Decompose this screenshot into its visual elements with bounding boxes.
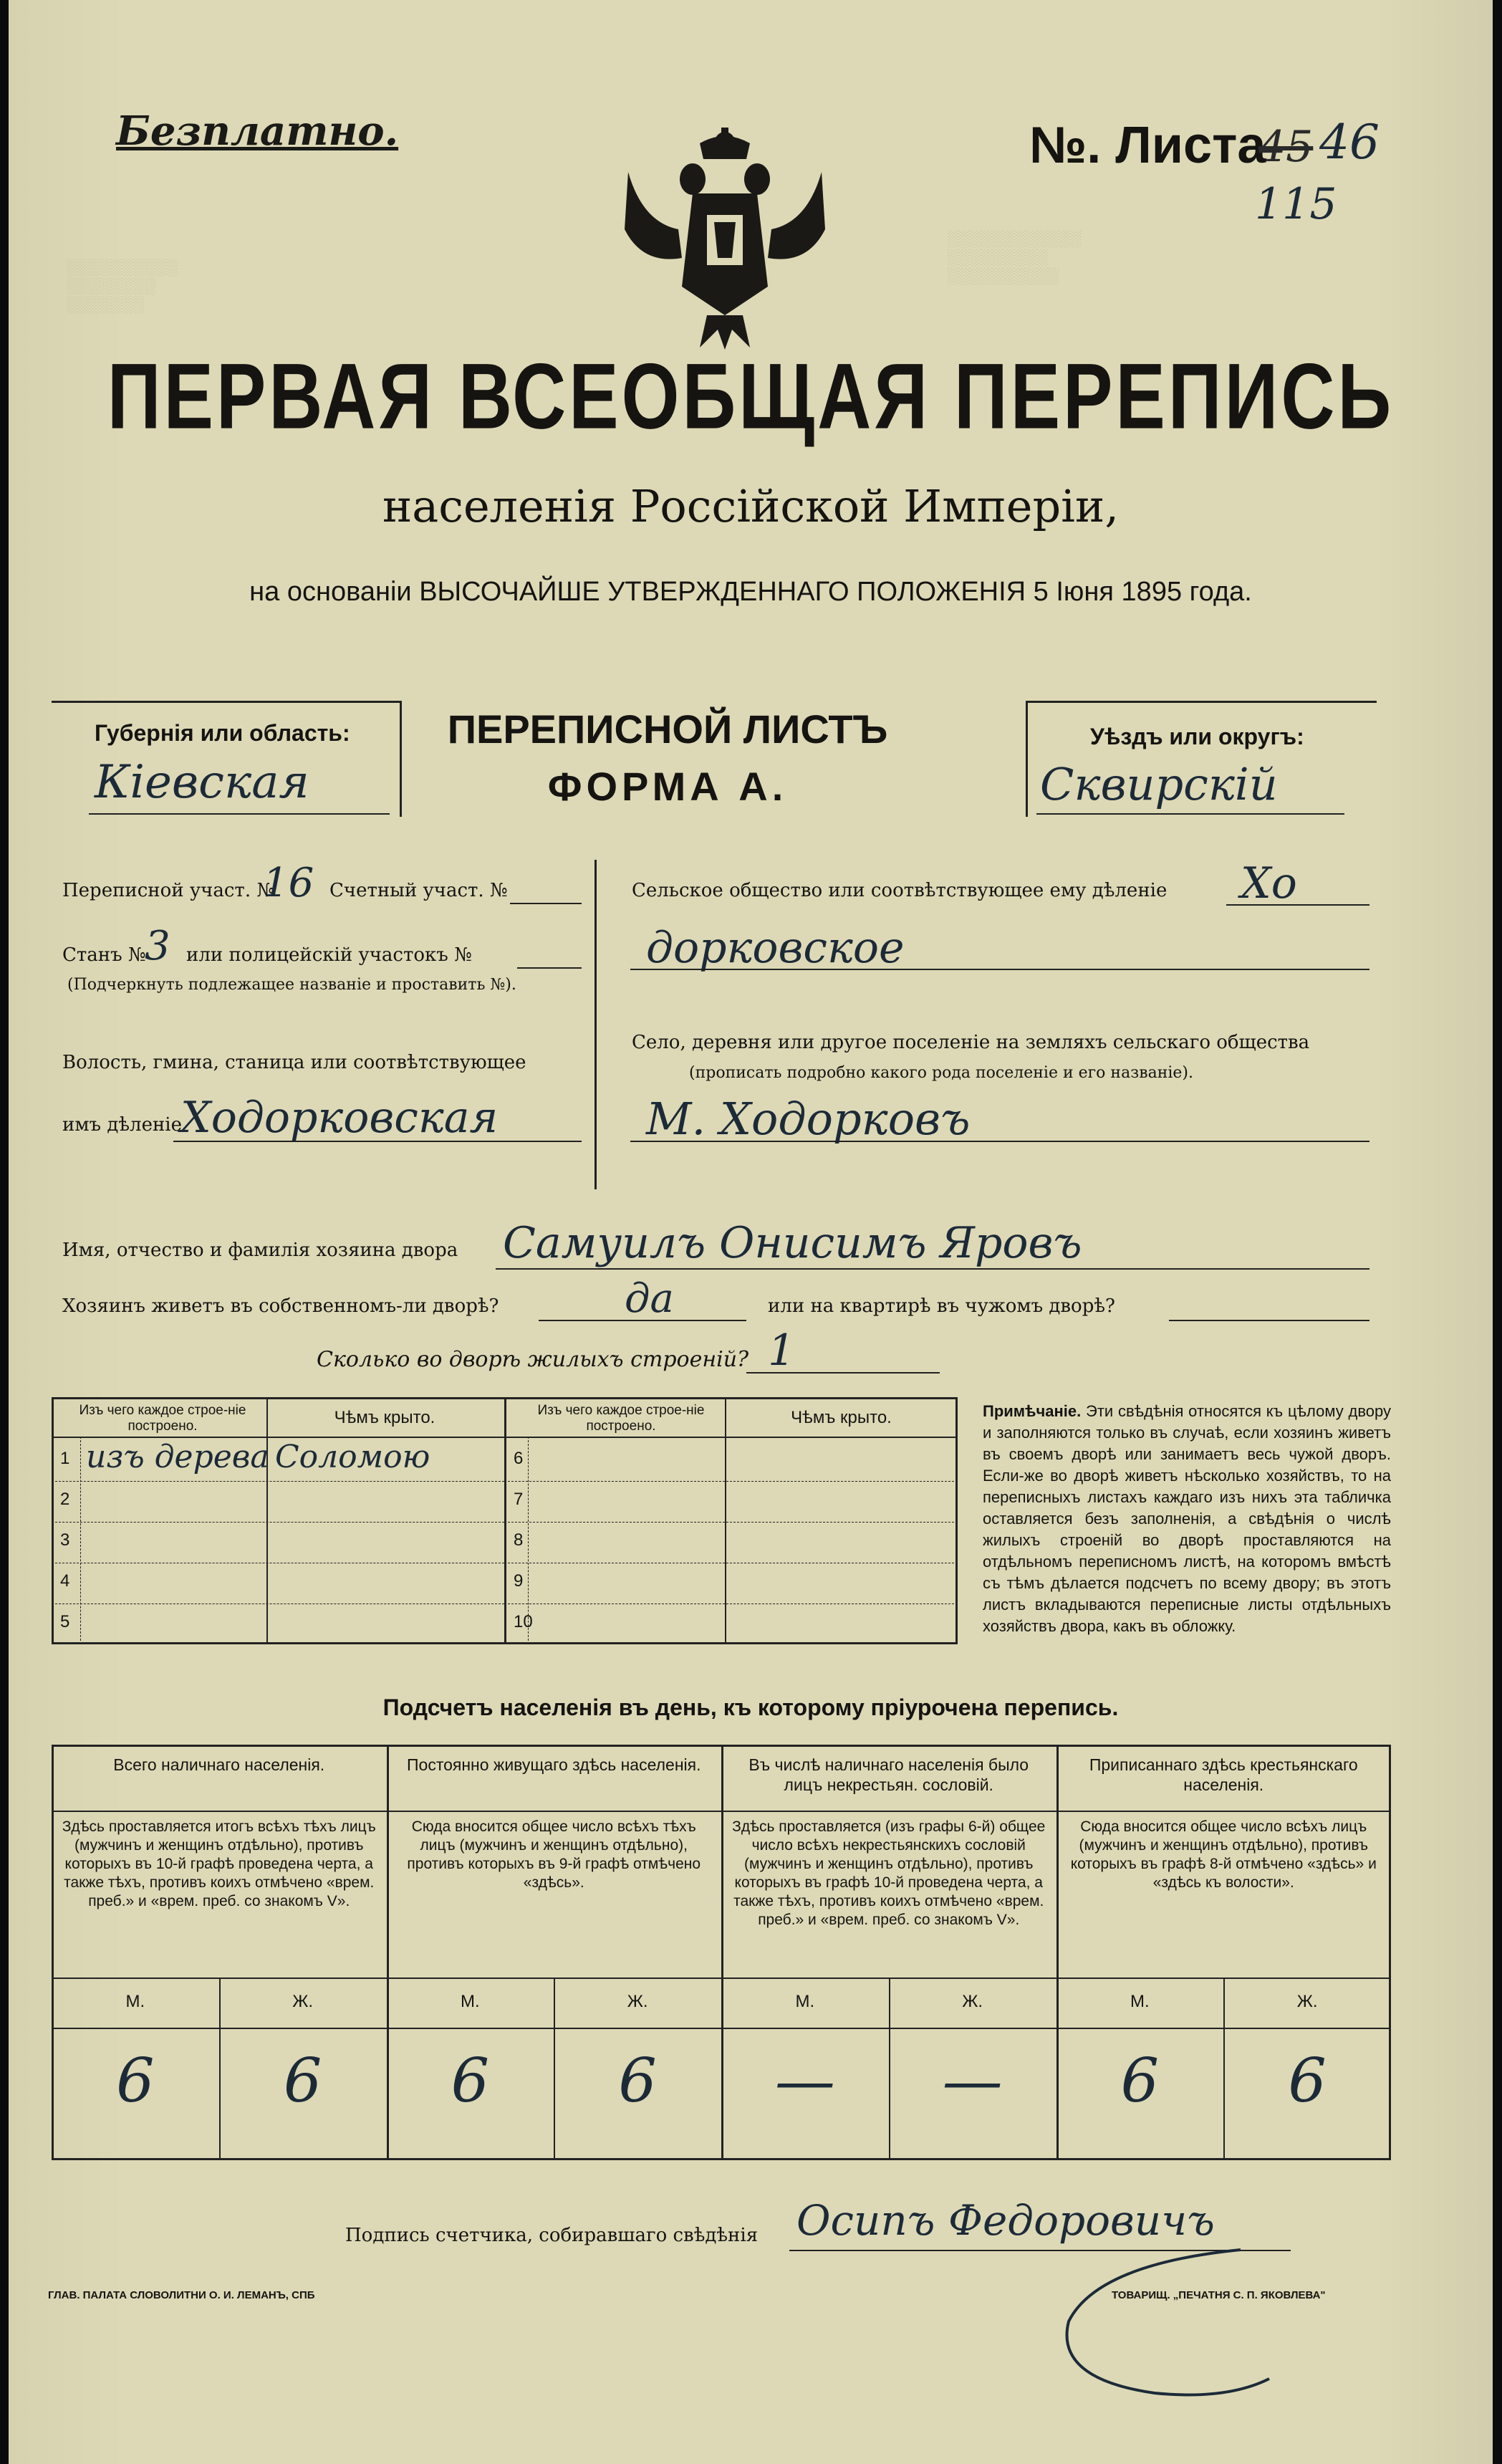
signature-label: Подпись счетчика, собиравшаго свѣдѣнія: [345, 2225, 759, 2246]
province-label: Губернія или область:: [95, 720, 350, 746]
population-female-value: 6: [283, 2046, 322, 2116]
printer-right: ТОВАРИЩ. „ПЕЧАТНЯ С. П. ЯКОВЛЕВА": [1112, 2289, 1326, 2301]
division-underline: [173, 1141, 582, 1142]
district-value: Сквирскій: [1040, 758, 1278, 810]
stan-label: Станъ №: [62, 944, 146, 966]
signature-value: Осипъ Федоровичъ: [796, 2196, 1215, 2245]
division-label: имъ дѣленіе: [62, 1114, 182, 1136]
village-hint: (прописать подробно какого рода поселеніе и его названіе).: [689, 1064, 1193, 1082]
buildings-col-line-right: [725, 1397, 726, 1644]
population-female-label: Ж.: [962, 1992, 983, 2011]
society-underline-2: [630, 969, 1369, 970]
free-label: Безплатно.: [116, 107, 399, 155]
owner-name-value: Самуилъ Онисимъ Яровъ: [503, 1218, 1082, 1268]
population-female-value: 6: [1288, 2046, 1327, 2116]
building-row-line: [504, 1481, 958, 1482]
sheet-number-alt: 115: [1255, 179, 1337, 229]
buildings-table-divider: [504, 1397, 506, 1644]
own-yard-label: Хозяинъ живетъ въ собственномъ-ли дворѣ?: [62, 1295, 499, 1317]
province-underline: [89, 813, 390, 815]
building-row-number: 10: [514, 1612, 533, 1631]
population-male-value: —: [774, 2046, 835, 2116]
building-row-number: 2: [60, 1490, 70, 1509]
count-area-label: Счетный участ. №: [329, 880, 508, 901]
society-value-2: дорковское: [646, 923, 905, 973]
building-row-line: [52, 1603, 504, 1604]
buildings-note-text: Эти свѣдѣнія относятся къ цѣлому двору и заполняются только въ случаѣ, если хозяинъ живетъ въ своемъ дворѣ или занимаетъ весь чужой дворъ. Если-же во дворѣ живетъ нѣсколько хозяйствъ, то на переписныхъ листахъ каждаго изъ нихъ эта табличка оставляется безъ заполненія, а свѣдѣнія о числѣ жилыхъ строеній во дворѣ проставляются на отдѣльномъ переписномъ листѣ, на которомъ вмѣстѣ съ тѣмъ дѣлается подсчетъ по всему двору; въ этотъ листъ вкладываются переписные листы отдѣльныхъ хозяйствъ двора, какъ въ обложку.: [983, 1402, 1391, 1635]
police-label: или полицейскій участокъ №: [186, 944, 472, 966]
building-roof: Соломою: [275, 1439, 430, 1475]
census-sheet: [9, 0, 1493, 2464]
population-col-desc: Сюда вносится общее число всѣхъ тѣхъ лицъ (мужчинъ и женщинъ отдѣльно), противъ которыхъ въ 9-й графѣ отмѣчено «здѣсь».: [407, 1818, 701, 1891]
buildings-note-title: Примѣчаніе.: [983, 1402, 1082, 1420]
building-row-line: [52, 1522, 504, 1523]
underline-hint: (Подчеркнуть подлежащее названіе и проставить №).: [67, 976, 516, 994]
bleed-through-text: ░░░░░░░░░░░░ ░░░░░░░░░ ░░░░░░░░░░: [947, 229, 1082, 284]
population-col-head: Въ числѣ наличнаго населенія было лицъ некрестьян. сословій.: [748, 1755, 1029, 1794]
buildings-note: [983, 1401, 1391, 1637]
district-box-top: [1026, 701, 1377, 703]
population-male-label: М.: [1130, 1992, 1150, 2011]
sheet-number-struck: 45: [1258, 122, 1314, 172]
population-col-desc: Сюда вносится общее число всѣхъ лицъ (мужчинъ и женщинъ отдѣльно), противъ которыхъ въ графѣ 8-й отмѣчено «здѣсь» и «здѣсь къ волости».: [1070, 1818, 1377, 1891]
col-material-left: Изъ чего каждое строе-ніе построено.: [79, 1403, 246, 1434]
owner-name-label: Имя, отчество и фамилія хозяина двора: [62, 1240, 458, 1261]
building-row-line: [504, 1603, 958, 1604]
col-material-right: Изъ чего каждое строе-ніе построено.: [537, 1403, 705, 1434]
population-female-value: 6: [618, 2046, 657, 2116]
society-value-1: Хо: [1241, 858, 1297, 909]
buildings-underline: [746, 1372, 940, 1374]
division-value: Ходорковская: [180, 1093, 499, 1143]
building-row-number: 3: [60, 1530, 70, 1550]
population-female-value: —: [942, 2046, 1003, 2116]
province-box-top: [52, 701, 401, 703]
building-row-number: 1: [60, 1449, 70, 1468]
population-col-head: Приписаннаго здѣсь крестьянскаго населенія.: [1089, 1755, 1358, 1794]
form-name: ФОРМА А.: [547, 764, 788, 809]
census-title: ПЕРВАЯ ВСЕОБЩАЯ ПЕРЕПИСЬ: [107, 345, 1395, 449]
buildings-col-line-left: [266, 1397, 268, 1644]
district-box-side: [1026, 701, 1028, 817]
province-box-side: [400, 701, 402, 817]
district-underline: [1036, 813, 1344, 815]
building-row-number: 6: [514, 1449, 524, 1468]
printer-left: ГЛАВ. ПАЛАТА СЛОВОЛИТНИ О. И. ЛЕМАНЪ, СПБ: [48, 2289, 315, 2301]
population-title: Подсчетъ населенія въ день, къ которому пріурочена перепись.: [382, 1694, 1119, 1720]
population-female-label: Ж.: [292, 1992, 314, 2011]
own-yard-value: да: [625, 1275, 674, 1322]
society-underline-1: [1226, 904, 1369, 906]
police-underline: [517, 967, 582, 969]
population-female-label: Ж.: [1296, 1992, 1318, 2011]
province-value: Кіевская: [95, 756, 309, 809]
population-male-value: 6: [116, 2046, 155, 2116]
building-row-line: [52, 1481, 504, 1482]
building-row-number: 4: [60, 1571, 70, 1591]
fields-divider: [594, 860, 597, 1189]
population-male-label: М.: [125, 1992, 145, 2011]
buildings-value: 1: [768, 1326, 796, 1376]
population-male-value: 6: [1120, 2046, 1160, 2116]
owner-name-underline: [496, 1268, 1369, 1270]
village-underline: [630, 1141, 1369, 1142]
district-label: Уѣздъ или округъ:: [1090, 724, 1304, 749]
census-area-value: 16: [263, 860, 314, 906]
building-material: изъ дерева: [86, 1439, 269, 1475]
col-roof-left: Чѣмъ крыто.: [334, 1408, 435, 1427]
population-col-desc: Здѣсь проставляется итогъ всѣхъ тѣхъ лицъ (мужчинъ и женщинъ отдѣльно), противъ которыхъ въ 10-й графѣ проведена черта, а также тѣхъ, противъ коихъ отмѣчено «врем. преб.» и «врем. преб. со знакомъ V».: [62, 1818, 376, 1909]
population-female-label: Ж.: [627, 1992, 648, 2011]
population-male-label: М.: [461, 1992, 480, 2011]
building-row-number: 8: [514, 1530, 524, 1550]
rent-label: или на квартирѣ въ чужомъ дворѣ?: [768, 1295, 1115, 1317]
building-row-number: 7: [514, 1490, 524, 1509]
society-label: Сельское общество или соотвѣтствующее ему дѣленіе: [632, 880, 1168, 901]
signature-flourish: [1011, 2235, 1284, 2422]
building-row-number: 5: [60, 1612, 70, 1631]
form-title: ПЕРЕПИСНОЙ ЛИСТЪ: [447, 706, 888, 752]
buildings-num-line-left: [80, 1437, 81, 1644]
population-col-head: Всего наличнаго населенія.: [113, 1755, 325, 1774]
buildings-label: Сколько во дворѣ жилыхъ строеній?: [317, 1347, 749, 1372]
rent-underline: [1169, 1320, 1369, 1321]
sheet-number-value: 46: [1319, 115, 1380, 170]
col-roof-right: Чѣмъ крыто.: [791, 1408, 892, 1427]
own-yard-underline: [539, 1320, 746, 1321]
bleed-through-text: ░░░░░░░░░░ ░░░░░░░░ ░░░░░░░: [66, 258, 178, 313]
population-male-label: М.: [795, 1992, 815, 2011]
building-row-line: [504, 1522, 958, 1523]
population-col-desc: Здѣсь проставляется (изъ графы 6-й) общее число всѣхъ некрестьянскихъ сословій (мужчинъ и женщинъ отдѣльно), противъ которыхъ въ графѣ 10-й проведена черта, а также тѣхъ, противъ коихъ отмѣчено «врем. преб.» и «врем. преб. со знакомъ V».: [732, 1818, 1046, 1928]
census-basis: на основаніи ВЫСОЧАЙШЕ УТВЕРЖДЕННАГО ПОЛОЖЕНІЯ 5 Іюня 1895 года.: [249, 577, 1252, 607]
imperial-eagle-emblem: [614, 122, 836, 351]
count-area-underline: [510, 903, 582, 904]
buildings-table-header-line: [52, 1437, 958, 1438]
village-value: М. Ходорковъ: [646, 1093, 971, 1145]
volost-label: Волость, гмина, станица или соотвѣтствующее: [62, 1052, 526, 1073]
village-label: Село, деревня или другое поселеніе на земляхъ сельскаго общества: [632, 1032, 1310, 1053]
building-row-number: 9: [514, 1571, 524, 1591]
population-male-value: 6: [451, 2046, 490, 2116]
population-col-head: Постоянно живущаго здѣсь населенія.: [407, 1755, 701, 1774]
stan-value: 3: [145, 923, 170, 969]
census-subtitle: населенія Россійской Имперіи,: [382, 480, 1120, 532]
census-area-label: Переписной участ. №: [62, 880, 274, 901]
sheet-number-label: №. Листа: [1029, 117, 1266, 174]
